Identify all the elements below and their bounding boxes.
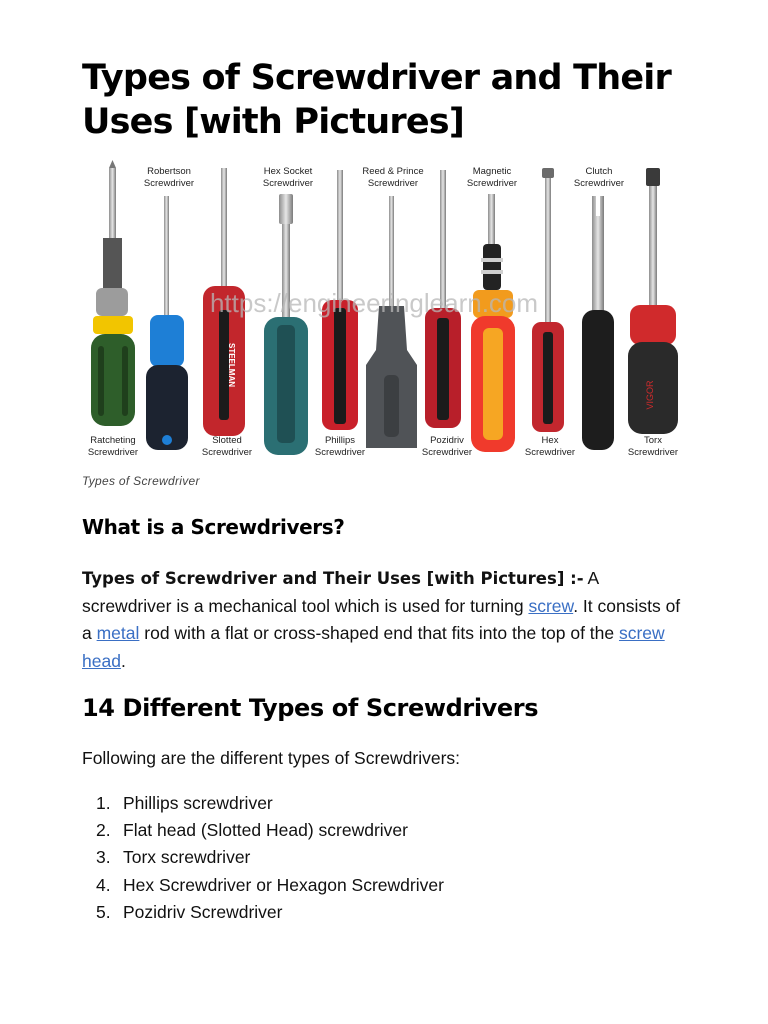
label-slotted-line2: Screwdriver (201, 447, 253, 458)
label-torx-line2: Screwdriver (627, 447, 679, 458)
list-item (82, 844, 444, 871)
vigor-brand-text: VIGOR (645, 380, 655, 410)
label-ratcheting-line2: Screwdriver (87, 447, 139, 458)
label-hex-line2: Screwdriver (524, 447, 576, 458)
list-number: 5. (96, 901, 111, 922)
section-heading-types: 14 Different Types of Screwdrivers (82, 694, 539, 722)
clutch-screwdriver-image (582, 196, 614, 450)
screw-link[interactable]: screw (528, 595, 574, 616)
label-pozidriv-line1: Pozidriv (430, 435, 464, 446)
paragraph-text-2: . It consists of a (82, 595, 681, 643)
label-hex-socket-line1: Hex Socket (263, 166, 313, 177)
metal-link[interactable]: metal (96, 623, 140, 643)
types-intro: Following are the different types of Screwdrivers: (82, 748, 461, 768)
label-pozidriv-line2: Screwdriver (421, 447, 473, 458)
paragraph-text-1: A screwdriver is a mechanical tool which is used for turning (82, 568, 599, 616)
label-ratcheting-line1: Ratcheting (90, 435, 136, 446)
figure-watermark: https://engineeringlearn.com (209, 288, 539, 318)
ratcheting-screwdriver-image (91, 160, 135, 426)
list-item (82, 817, 444, 844)
list-item-text: Phillips screwdriver (123, 793, 273, 813)
list-item-text: Hex Screwdriver or Hexagon Screwdriver (123, 874, 444, 895)
article-title: Types of Screwdriver and Their Uses [with Pictures] (82, 58, 671, 142)
label-reed-prince-line2: Screwdriver (367, 178, 419, 189)
figure-caption: Types of Screwdriver (82, 474, 200, 488)
list-item (82, 899, 444, 926)
label-slotted-line1: Slotted (212, 435, 242, 446)
screwdriver-figure (82, 160, 686, 460)
list-item (82, 790, 444, 817)
list-number: 4. (96, 874, 111, 895)
paragraph-lead: Types of Screwdriver and Their Uses [with Pictures] :- (82, 569, 584, 588)
screw-head-link[interactable]: screw head (82, 623, 665, 671)
list-item-text: Pozidriv Screwdriver (123, 901, 283, 922)
magnetic-screwdriver-image (471, 194, 515, 452)
label-magnetic-line1: Magnetic (472, 166, 512, 177)
section-heading-what-is: What is a Screwdrivers? (82, 515, 345, 539)
list-item-text: Flat head (Slotted Head) screwdriver (123, 820, 408, 841)
list-number: 1. (96, 793, 111, 813)
hex-socket-screwdriver-image (264, 194, 308, 455)
label-hex-socket-line2: Screwdriver (262, 178, 314, 189)
label-phillips-line1: Phillips (324, 435, 356, 446)
label-clutch-line1: Clutch (585, 166, 613, 177)
list-number: 3. (96, 847, 111, 868)
label-clutch-line2: Screwdriver (573, 178, 625, 189)
types-list (82, 790, 444, 926)
definition-paragraph (82, 565, 682, 675)
label-torx-line1: Torx (644, 435, 662, 446)
screwdriver-illustration (82, 160, 686, 460)
paragraph-text-3: rod with a flat or cross-shaped end that fits into the top of the (139, 623, 619, 643)
label-robertson-line2: Screwdriver (143, 178, 195, 189)
label-hex-line1: Hex (541, 435, 559, 446)
label-magnetic-line2: Screwdriver (466, 178, 518, 189)
torx-screwdriver-image (628, 168, 678, 434)
label-phillips-line2: Screwdriver (314, 447, 366, 458)
paragraph-text-4: . (120, 650, 126, 671)
list-number: 2. (96, 820, 111, 841)
reed-and-prince-screwdriver-image (366, 196, 417, 448)
list-item (82, 872, 444, 899)
robertson-screwdriver-image (146, 196, 188, 450)
list-item-text: Torx screwdriver (123, 847, 251, 868)
steelman-brand-text: STEELMAN (227, 343, 236, 387)
label-robertson-line1: Robertson (147, 166, 191, 177)
label-reed-prince-line1: Reed & Prince (362, 166, 424, 177)
